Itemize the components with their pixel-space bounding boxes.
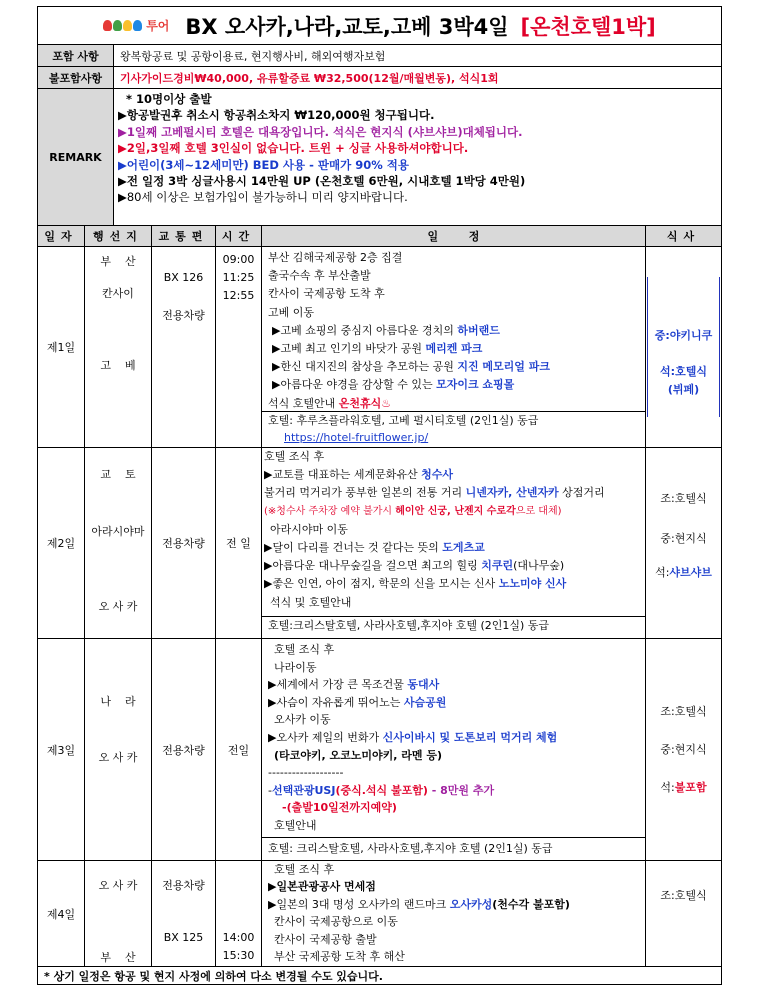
highlight-place: 청수사	[421, 468, 453, 482]
meal-breakfast: 조:호텔식	[660, 705, 707, 718]
meal-dinner: 석:불포함	[660, 781, 707, 794]
flight-number: BX 126	[163, 271, 204, 284]
remark-line: * 10명이상 출발	[126, 92, 212, 106]
schedule-line: 호텔 조식 후	[264, 450, 325, 463]
included-row	[38, 44, 721, 66]
transport-cell	[152, 861, 216, 966]
schedule-line: ▶일본관광공사 면세점	[268, 880, 376, 894]
time: 전일	[216, 639, 262, 860]
hotel-info: 호텔: 크리스탈호텔, 사라사호텔,후지야 호텔 (2인1실) 동급	[262, 837, 645, 860]
schedule-line: 고베 이동	[268, 305, 315, 319]
hotel-text: 호텔: 후루츠플라워호텔, 고베 펄시티호텔 (2인1실) 동급	[268, 414, 539, 427]
day-row-4	[38, 860, 721, 966]
highlight-onsen: 온천휴식♨	[338, 396, 392, 410]
schedule-lines	[262, 247, 645, 413]
transport: 전용차량	[162, 879, 205, 892]
remark-label: REMARK	[38, 89, 114, 225]
optional-tour: 선택관광USJ	[271, 783, 336, 797]
time-cell	[216, 861, 262, 966]
included-value: 왕복항공료 및 공항이용료, 현지행사비, 해외여행자보험	[120, 49, 386, 63]
schedule-line: ▶한신 대지진의 참상을 추모하는 공원 지진 메모리얼 파크	[272, 360, 551, 374]
schedule-line: ▶일본의 3대 명성 오사카의 랜드마크 오사카성(천수각 불포함)	[268, 897, 570, 911]
day-label: 제1일	[38, 247, 85, 447]
title-text: BX 오사카,나라,교토,고베 3박4일	[185, 14, 509, 39]
highlight-place: 헤이안 신궁, 난젠지 수로각	[395, 505, 516, 517]
day-label: 제2일	[38, 448, 85, 638]
place: 오 사 카	[98, 879, 138, 892]
schedule-line: 석식 호텔안내 온천휴식♨	[268, 396, 392, 410]
meal-lunch: 중:현지식	[660, 743, 707, 756]
time: 09:00	[222, 253, 255, 266]
schedule-line: ▶세계에서 가장 큰 목조건물 동대사	[268, 678, 440, 692]
place: 나 라	[100, 695, 136, 708]
time: 11:25	[222, 271, 255, 284]
schedule-line: 호텔 조식 후	[274, 643, 335, 656]
highlight-place: 메리켄 파크	[425, 342, 483, 356]
destination-cell	[85, 861, 152, 966]
place: 오 사 카	[98, 600, 138, 613]
remark-line: ▶전 일정 3박 싱글사용시 14만원 UP (온천호텔 6만원, 시내호텔 1박당 4만원)	[118, 174, 526, 189]
meal-dinner-note: (뷔페)	[667, 383, 700, 396]
schedule-line: -선택관광USJ(중식.석식 불포함) - 8만원 추가	[268, 783, 495, 797]
schedule-line: ▶좋은 인연, 아이 점지, 학문의 신을 모시는 신사 노노미야 신사	[264, 577, 567, 591]
schedule-line: 부산 김해국제공항 2층 집결	[268, 251, 403, 264]
schedule-lines	[262, 639, 645, 835]
schedule-line: ▶교토를 대표하는 세계문화유산 청수사	[264, 468, 453, 482]
schedule-line: ▶고베 쇼핑의 중심지 아름다운 경치의 하버랜드	[272, 323, 500, 337]
footer-note: * 상기 일정은 항공 및 현지 사정에 의하여 다소 변경될 수도 있습니다.	[38, 966, 721, 984]
remark-row	[38, 88, 721, 225]
schedule-cell	[262, 639, 646, 860]
logo-text: 투어	[146, 19, 170, 33]
meal-lunch: 중:야키니쿠	[654, 329, 713, 342]
header	[38, 7, 721, 44]
remark-list	[114, 89, 721, 225]
time-cell	[216, 247, 262, 447]
included-label: 포함 사항	[38, 45, 114, 66]
page-title	[185, 11, 655, 41]
day-label: 제3일	[38, 639, 85, 860]
col-destination: 행선지	[85, 226, 152, 246]
schedule-line: 호텔안내	[274, 818, 317, 832]
schedule-line: -------------------	[268, 766, 344, 780]
hotel-link[interactable]: https://hotel-fruitflower.jp/	[284, 431, 429, 444]
remark-line: ▶어린이(3세~12세미만) BED 사용 - 판매가 90% 적용	[118, 157, 410, 172]
meal-lunch: 중:현지식	[660, 532, 707, 545]
highlight-place: 니넨자카, 산넨자카	[465, 486, 559, 500]
excluded-label: 불포함사항	[38, 67, 114, 88]
meal-cell	[646, 448, 721, 638]
remark-line: ▶항공발권후 취소시 항공취소차지 ₩120,000원 청구됩니다.	[118, 108, 435, 123]
col-transport: 교통편	[152, 226, 216, 246]
time: 전 일	[216, 448, 262, 638]
transport: 전용차량	[162, 309, 205, 322]
schedule-line: 불거리 먹거리가 풍부한 일본의 전통 거리 니넨자카, 산넨자카 상점거리	[264, 486, 605, 500]
col-day: 일자	[38, 226, 85, 246]
schedule-line: 칸사이 국제공항으로 이동	[274, 915, 398, 929]
place: 고 베	[100, 359, 136, 372]
destination-cell	[85, 639, 152, 860]
day-row-2	[38, 447, 721, 638]
highlight-place: 노노미야 신사	[498, 577, 567, 591]
meal-breakfast: 조:호텔식	[660, 492, 707, 505]
col-time: 시간	[216, 226, 262, 246]
highlight-place: 신사이바시 및 도톤보리 먹거리 체험	[382, 730, 558, 744]
highlight-place: 오사카성	[449, 897, 493, 911]
schedule-line: 석식 및 호텔안내	[270, 595, 352, 609]
place: 칸사이	[102, 287, 134, 300]
highlight-place: 하버랜드	[457, 323, 500, 337]
time: 12:55	[222, 289, 255, 302]
highlight-place: 사슴공원	[403, 695, 447, 709]
day-row-3	[38, 638, 721, 860]
excluded-value: 기사가이드경비₩40,000, 유류할증료 ₩32,500(12월/매월변동), 석식1회	[120, 71, 499, 85]
schedule-line: ▶사슴이 자유롭게 뛰어노는 사슴공원	[268, 695, 447, 709]
time: 15:30	[222, 949, 255, 962]
remark-line: ▶2일,3일째 호텔 3인실이 없습니다. 트윈 + 싱글 사용하셔야합니다.	[118, 141, 469, 156]
highlight-place: 치쿠린	[481, 559, 514, 573]
transport: 전용차량	[152, 448, 216, 638]
schedule-line: 오사카 이동	[274, 713, 331, 727]
col-meal: 식사	[666, 230, 701, 243]
meal-cell	[646, 861, 721, 966]
schedule-line: 호텔 조식 후	[274, 863, 335, 876]
schedule-lines	[262, 448, 645, 612]
schedule-cell	[262, 448, 646, 638]
highlight-place: 지진 메모리얼 파크	[457, 360, 551, 374]
highlight-place: 동대사	[407, 678, 440, 692]
column-header-row	[38, 225, 721, 246]
transport: 전용차량	[152, 639, 216, 860]
schedule-line: 출국수속 후 부산출발	[268, 269, 371, 283]
highlight-place: 모자이크 쇼핑몰	[436, 378, 515, 392]
remark-line: ▶1일째 고베펄시티 호텔은 대욕장입니다. 석식은 현지식 (샤브샤브)대체됩니다.	[118, 124, 523, 139]
schedule-line: ▶고베 최고 인기의 바닷가 공원 메리켄 파크	[272, 342, 483, 356]
day-label: 제4일	[38, 861, 85, 966]
schedule-line: (타코야키, 오코노미야키, 라멘 등)	[274, 748, 443, 762]
itinerary-table	[37, 6, 722, 985]
meal-dinner: 석:샤브샤브	[655, 566, 712, 579]
place: 아라시야마	[91, 525, 145, 538]
title-highlight: [온천호텔1박]	[520, 14, 656, 39]
flight-number: BX 125	[163, 931, 204, 944]
place: 부 산	[100, 951, 136, 964]
schedule-line: ▶달이 다리를 건너는 것 같다는 뜻의 도게츠교	[264, 541, 485, 555]
hotel-info: 호텔:크리스탈호텔, 사라사호텔,후지야 호텔 (2인1실) 동급	[262, 616, 645, 634]
hotel-info	[262, 411, 645, 446]
meal-cell	[646, 247, 721, 447]
schedule-line: ▶아름다운 야경을 감상할 수 있는 모자이크 쇼핑몰	[272, 378, 515, 392]
destination-cell	[85, 247, 152, 447]
remark-line: ▶80세 이상은 보험가입이 불가능하니 미리 양지바랍니다.	[118, 190, 408, 205]
schedule-line: (※청수사 주차장 예약 불가시 헤이안 신궁, 난젠지 수로각으로 대체)	[264, 505, 562, 517]
col-schedule: 일 정	[262, 226, 646, 246]
schedule-cell	[262, 247, 646, 447]
day-row-1	[38, 246, 721, 447]
schedule-line: 나라이동	[274, 660, 317, 674]
schedule-line: ▶아름다운 대나무숲길을 걸으면 최고의 힐링 치쿠린(대나무숲)	[264, 559, 565, 573]
time: 14:00	[222, 931, 255, 944]
schedule-line: -(출발10일전까지예약)	[282, 801, 397, 815]
highlight-place: 도게츠교	[442, 541, 485, 555]
place: 교 토	[100, 468, 136, 481]
schedule-line: 칸사이 국제공항 출발	[274, 932, 377, 946]
meal-dinner: 석:호텔식	[660, 365, 707, 378]
schedule-lines	[262, 861, 645, 965]
schedule-line: ▶오사카 제일의 번화가 신사이바시 및 도톤보리 먹거리 체험	[268, 730, 558, 744]
excluded-row	[38, 66, 721, 88]
place: 부 산	[100, 255, 136, 268]
meal-cell	[646, 639, 721, 860]
place: 오 사 카	[98, 751, 138, 764]
destination-cell	[85, 448, 152, 638]
tour-logo	[103, 17, 169, 34]
meal-breakfast: 조:호텔식	[660, 889, 707, 902]
schedule-line: 아라시야마 이동	[270, 522, 348, 536]
transport-cell	[152, 247, 216, 447]
schedule-line: 부산 국제공항 도착 후 해산	[274, 950, 405, 964]
schedule-line: 칸사이 국제공항 도착 후	[268, 287, 385, 301]
schedule-cell	[262, 861, 646, 966]
